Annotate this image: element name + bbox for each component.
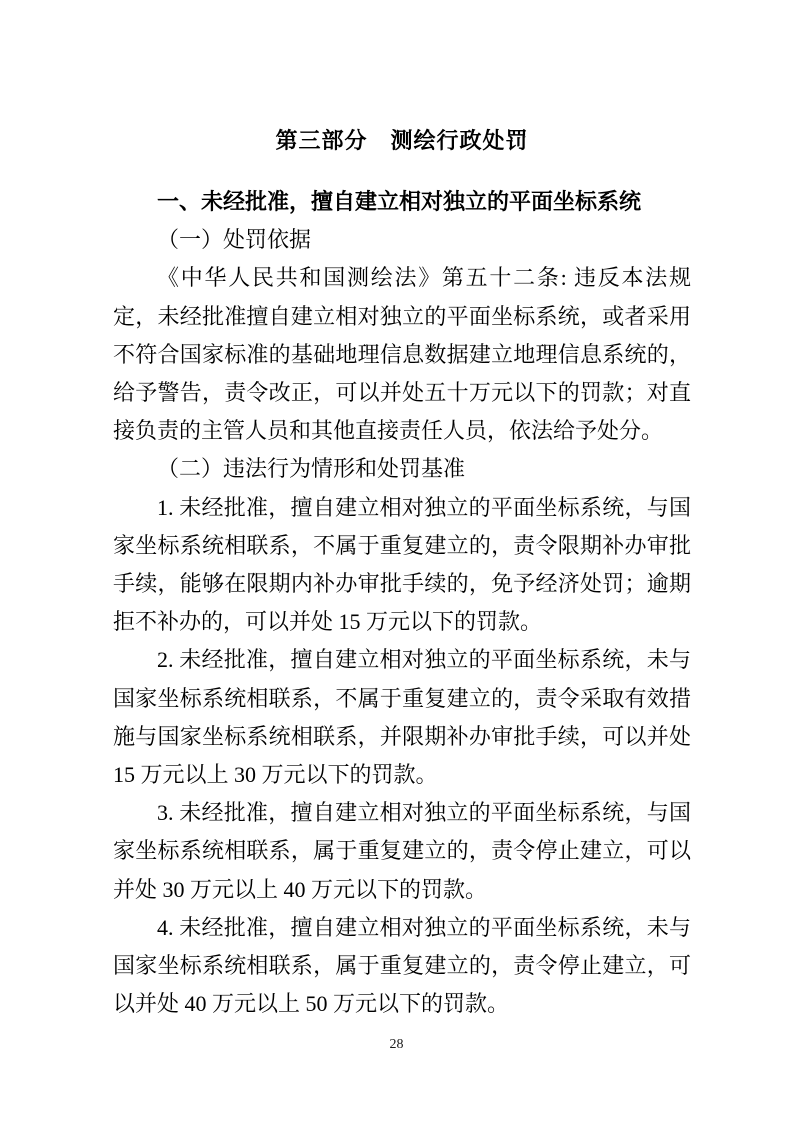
section-heading: 一、未经批准，擅自建立相对独立的平面坐标系统	[157, 189, 642, 214]
page-title: 第三部分 测绘行政处罚	[275, 128, 529, 153]
penalty-item-1: 1. 未经批准，擅自建立相对独立的平面坐标系统，与国家坐标系统相联系，不属于重复建立的，责令限期补办审批手续，能够在限期内补办审批手续的，免予经济处罚；逾期拒不补办的，可以并处 15 万元以下的罚款。	[113, 494, 691, 635]
penalty-item-4: 4. 未经批准，擅自建立相对独立的平面坐标系统，未与国家坐标系统相联系，属于重复建立的，责令停止建立，可以并处 40 万元以上 50 万元以下的罚款。	[113, 914, 691, 1017]
page-number: 28	[389, 1037, 404, 1052]
document-content	[113, 122, 691, 1023]
penalty-item-3: 3. 未经批准，擅自建立相对独立的平面坐标系统，与国家坐标系统相联系，属于重复建立的，责令停止建立，可以并处 30 万元以上 40 万元以下的罚款。	[113, 800, 691, 902]
penalty-item-2: 2. 未经批准，擅自建立相对独立的平面坐标系统，未与国家坐标系统相联系，不属于重复建立的，责令采取有效措施与国家坐标系统相联系，并限期补办审批手续，可以并处 15 万元以上 30 万元以下的罚款。	[113, 647, 691, 788]
subsection-heading-violation-standards: （二）违法行为情形和处罚基准	[157, 456, 466, 482]
subsection-heading-penalty-basis: （一）处罚依据	[157, 227, 312, 253]
legal-basis-paragraph: 《中华人民共和国测绘法》第五十二条: 违反本法规定，未经批准擅自建立相对独立的平面坐标系统，或者采用不符合国家标准的基础地理信息数据建立地理信息系统的，给予警告，责令改正，可以并处五十万元以下的罚款；对直接负责的主管人员和其他直接责任人员，依法给予处分。	[113, 265, 691, 444]
